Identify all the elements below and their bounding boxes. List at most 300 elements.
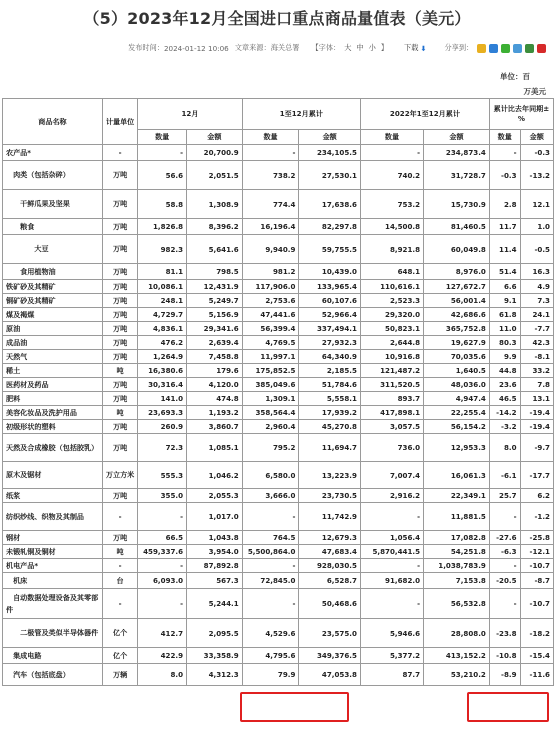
table-row: [3, 392, 554, 406]
table-row: [3, 350, 554, 364]
row-value: 774.4: [242, 190, 299, 219]
row-value: 1,264.9: [138, 350, 187, 364]
row-value: 7,007.4: [360, 462, 423, 489]
row-value: 412.7: [138, 619, 187, 648]
row-unit: 吨: [102, 545, 137, 559]
row-value: 1,085.1: [187, 434, 243, 462]
row-name: 二极管及类似半导体器件: [3, 619, 103, 648]
row-value: 175,852.5: [242, 364, 299, 378]
row-unit: 吨: [102, 406, 137, 420]
font-large-link[interactable]: 大: [344, 43, 352, 52]
row-value: 141.0: [138, 392, 187, 406]
header-amt: 金额: [187, 130, 243, 145]
row-value: 56,154.2: [424, 420, 490, 434]
row-name: 自动数据处理设备及其零部件: [3, 589, 103, 619]
row-value: -19.4: [520, 406, 553, 420]
row-value: 16,196.4: [242, 219, 299, 235]
publish-label: 发布时间：: [128, 43, 164, 52]
row-value: 2,523.3: [360, 294, 423, 308]
row-value: 8,921.8: [360, 235, 423, 264]
row-value: -18.2: [520, 619, 553, 648]
row-name: 天然气: [3, 350, 103, 364]
row-value: -15.4: [520, 648, 553, 664]
row-value: 3,954.0: [187, 545, 243, 559]
row-value: 365,752.8: [424, 322, 490, 336]
row-value: 47,053.8: [299, 664, 361, 686]
row-value: 23,730.5: [299, 489, 361, 503]
row-unit: 亿个: [102, 648, 137, 664]
row-name: 集成电路: [3, 648, 103, 664]
row-value: 1,309.1: [242, 392, 299, 406]
row-value: 2,753.6: [242, 294, 299, 308]
row-value: 16,061.3: [424, 462, 490, 489]
row-value: 2,051.5: [187, 161, 243, 190]
table-row: [3, 145, 554, 161]
row-value: 4,769.5: [242, 336, 299, 350]
row-value: 33.2: [520, 364, 553, 378]
row-value: 1,038,783.9: [424, 559, 490, 573]
header-amt: 金额: [424, 130, 490, 145]
row-value: 70,035.6: [424, 350, 490, 364]
table-row: [3, 559, 554, 573]
row-value: 16,380.6: [138, 364, 187, 378]
row-value: -14.2: [489, 406, 520, 420]
row-value: -17.7: [520, 462, 553, 489]
share-label: 分享到：: [444, 43, 474, 52]
row-name: 天然及合成橡胶（包括胶乳）: [3, 434, 103, 462]
row-value: 8,396.2: [187, 219, 243, 235]
row-name: 铜矿砂及其精矿: [3, 294, 103, 308]
header-yoy: 累计比去年同期±%: [489, 99, 553, 130]
row-value: -: [242, 589, 299, 619]
row-value: -11.6: [520, 664, 553, 686]
row-value: 4,312.3: [187, 664, 243, 686]
row-value: 5,249.7: [187, 294, 243, 308]
row-value: 5,641.6: [187, 235, 243, 264]
row-value: 1.0: [520, 219, 553, 235]
publish-time: 2024-01-12 10:06: [163, 43, 229, 53]
table-row: [3, 434, 554, 462]
row-value: -0.3: [520, 145, 553, 161]
table-row: [3, 573, 554, 589]
font-size-close: 】: [380, 43, 389, 52]
row-unit: 万吨: [102, 336, 137, 350]
row-value: 53,210.2: [424, 664, 490, 686]
row-value: 2.8: [489, 190, 520, 219]
table-row: [3, 589, 554, 619]
row-value: 72,845.0: [242, 573, 299, 589]
row-value: -: [242, 145, 299, 161]
row-value: 234,105.5: [299, 145, 361, 161]
row-value: -27.6: [489, 531, 520, 545]
row-value: -23.8: [489, 619, 520, 648]
row-value: 2,960.4: [242, 420, 299, 434]
row-value: 133,965.4: [299, 280, 361, 294]
row-value: 4,529.6: [242, 619, 299, 648]
row-value: 24.1: [520, 308, 553, 322]
row-value: 121,487.2: [360, 364, 423, 378]
row-value: 11.0: [489, 322, 520, 336]
row-value: -8.7: [520, 573, 553, 589]
row-value: 17,939.2: [299, 406, 361, 420]
row-value: 61.8: [489, 308, 520, 322]
table-body: [3, 145, 554, 686]
unit-note: [500, 69, 552, 99]
row-value: 64,340.9: [299, 350, 361, 364]
row-value: 9.9: [489, 350, 520, 364]
row-value: 58.8: [138, 190, 187, 219]
row-value: -: [138, 145, 187, 161]
table-row: [3, 264, 554, 280]
row-value: 4,795.6: [242, 648, 299, 664]
row-value: 5,870,441.5: [360, 545, 423, 559]
row-value: 10,916.8: [360, 350, 423, 364]
row-value: 555.3: [138, 462, 187, 489]
row-value: 12,679.3: [299, 531, 361, 545]
row-value: 87.7: [360, 664, 423, 686]
row-value: 5,156.9: [187, 308, 243, 322]
row-value: -: [360, 145, 423, 161]
row-value: -: [138, 559, 187, 573]
row-unit: -: [102, 503, 137, 531]
row-value: 1,056.4: [360, 531, 423, 545]
row-value: 50,823.1: [360, 322, 423, 336]
row-value: 337,494.1: [299, 322, 361, 336]
row-value: 14,500.8: [360, 219, 423, 235]
row-name: 未锻轧铜及铜材: [3, 545, 103, 559]
row-value: 17,082.8: [424, 531, 490, 545]
table-row: [3, 503, 554, 531]
row-value: 42,686.6: [424, 308, 490, 322]
row-value: 7,458.8: [187, 350, 243, 364]
row-unit: -: [102, 145, 137, 161]
header-month: 12月: [138, 99, 242, 130]
row-value: -0.5: [520, 235, 553, 264]
row-value: 3,666.0: [242, 489, 299, 503]
row-value: 764.5: [242, 531, 299, 545]
row-value: -3.2: [489, 420, 520, 434]
row-value: -20.5: [489, 573, 520, 589]
row-value: -: [360, 559, 423, 573]
row-value: 1,640.5: [424, 364, 490, 378]
row-value: 248.1: [138, 294, 187, 308]
row-value: 23,575.0: [299, 619, 361, 648]
table-row: [3, 545, 554, 559]
row-name: 食用植物油: [3, 264, 103, 280]
row-value: 33,358.9: [187, 648, 243, 664]
row-value: -: [489, 559, 520, 573]
row-name: 干鲜瓜果及坚果: [3, 190, 103, 219]
row-value: 474.8: [187, 392, 243, 406]
source-label: 文章来源：: [234, 43, 271, 52]
row-value: 19,627.9: [424, 336, 490, 350]
row-value: 44.8: [489, 364, 520, 378]
table-row: [3, 294, 554, 308]
header-prev-cumulative: 2022年1至12月累计: [360, 99, 489, 130]
row-value: 11.7: [489, 219, 520, 235]
row-value: 981.2: [242, 264, 299, 280]
row-value: 1,043.8: [187, 531, 243, 545]
row-value: 46.5: [489, 392, 520, 406]
row-value: 9.1: [489, 294, 520, 308]
row-value: 795.2: [242, 434, 299, 462]
row-value: 11,997.1: [242, 350, 299, 364]
row-value: -1.2: [520, 503, 553, 531]
row-value: -: [242, 559, 299, 573]
header-qty: 数量: [489, 130, 520, 145]
header-amt: 金额: [520, 130, 553, 145]
download-link[interactable]: 下载: [404, 43, 419, 52]
share-icons: [477, 44, 546, 53]
row-value: 6,580.0: [242, 462, 299, 489]
table-row: [3, 664, 554, 686]
row-value: 2,185.5: [299, 364, 361, 378]
table-row: [3, 161, 554, 190]
row-value: 82,297.8: [299, 219, 361, 235]
row-value: 5,244.1: [187, 589, 243, 619]
row-unit: 万吨: [102, 350, 137, 364]
row-unit: 万吨: [102, 219, 137, 235]
row-name: 医药材及药品: [3, 378, 103, 392]
row-value: 47,683.4: [299, 545, 361, 559]
row-value: 51.4: [489, 264, 520, 280]
row-unit: 万吨: [102, 264, 137, 280]
row-value: 3,057.5: [360, 420, 423, 434]
row-value: 79.9: [242, 664, 299, 686]
row-unit: 万吨: [102, 531, 137, 545]
row-value: 22,255.4: [424, 406, 490, 420]
row-value: 30,316.4: [138, 378, 187, 392]
row-value: 736.0: [360, 434, 423, 462]
row-value: 56.6: [138, 161, 187, 190]
row-value: 23.6: [489, 378, 520, 392]
table-row: [3, 308, 554, 322]
row-name: 成品油: [3, 336, 103, 350]
row-value: 740.2: [360, 161, 423, 190]
font-small-link[interactable]: 小: [368, 43, 376, 52]
share-wechat-icon[interactable]: [501, 44, 510, 53]
row-value: 29,341.6: [187, 322, 243, 336]
row-value: 893.7: [360, 392, 423, 406]
row-value: 982.3: [138, 235, 187, 264]
row-value: 179.6: [187, 364, 243, 378]
table-row: [3, 489, 554, 503]
row-value: 87,892.8: [187, 559, 243, 573]
table-row: [3, 420, 554, 434]
row-value: 358,564.4: [242, 406, 299, 420]
share-moments-icon[interactable]: [513, 44, 522, 53]
header-qty: 数量: [138, 130, 187, 145]
row-value: 13.1: [520, 392, 553, 406]
row-value: 81.1: [138, 264, 187, 280]
row-value: 349,376.5: [299, 648, 361, 664]
row-unit: 万吨: [102, 489, 137, 503]
row-value: 5,946.6: [360, 619, 423, 648]
row-value: 59,755.5: [299, 235, 361, 264]
row-name: 钢材: [3, 531, 103, 545]
share-tencent-icon[interactable]: [489, 44, 498, 53]
row-value: 56,001.4: [424, 294, 490, 308]
row-value: 13,223.9: [299, 462, 361, 489]
row-value: -8.9: [489, 664, 520, 686]
row-name: 肉类（包括杂碎）: [3, 161, 103, 190]
import-goods-table: [2, 98, 554, 686]
row-value: 459,337.6: [138, 545, 187, 559]
header-cumulative: 1至12月累计: [242, 99, 360, 130]
row-value: 8.0: [138, 664, 187, 686]
row-value: 11,881.5: [424, 503, 490, 531]
row-name: 汽车（包括底盘）: [3, 664, 103, 686]
row-value: 234,873.4: [424, 145, 490, 161]
row-value: 60,107.6: [299, 294, 361, 308]
row-value: 20,700.9: [187, 145, 243, 161]
row-value: 4,120.0: [187, 378, 243, 392]
row-value: 12,431.9: [187, 280, 243, 294]
row-unit: 万吨: [102, 308, 137, 322]
row-value: 66.5: [138, 531, 187, 545]
table-wrapper: [2, 98, 554, 686]
row-value: 51,784.6: [299, 378, 361, 392]
row-value: 355.0: [138, 489, 187, 503]
header-amt: 金额: [299, 130, 361, 145]
row-value: 6,093.0: [138, 573, 187, 589]
row-value: -: [242, 503, 299, 531]
row-value: 753.2: [360, 190, 423, 219]
row-value: -: [489, 145, 520, 161]
row-value: -9.7: [520, 434, 553, 462]
row-value: 25.7: [489, 489, 520, 503]
row-value: 11,694.7: [299, 434, 361, 462]
row-value: 28,808.0: [424, 619, 490, 648]
row-name: 肥料: [3, 392, 103, 406]
row-value: -: [138, 589, 187, 619]
row-value: 4.9: [520, 280, 553, 294]
header-name: 商品名称: [3, 99, 103, 145]
row-value: 29,320.0: [360, 308, 423, 322]
table-row: [3, 190, 554, 219]
row-unit: 亿个: [102, 619, 137, 648]
row-value: 1,193.2: [187, 406, 243, 420]
table-row: [3, 619, 554, 648]
row-value: 1,308.9: [187, 190, 243, 219]
row-value: 2,916.2: [360, 489, 423, 503]
table-row: [3, 648, 554, 664]
row-value: 6,528.7: [299, 573, 361, 589]
row-value: 10,086.1: [138, 280, 187, 294]
row-value: 10,439.0: [299, 264, 361, 280]
row-name: 稀土: [3, 364, 103, 378]
row-value: 4,729.7: [138, 308, 187, 322]
row-unit: 万吨: [102, 378, 137, 392]
row-value: 48,036.0: [424, 378, 490, 392]
row-value: 15,730.9: [424, 190, 490, 219]
row-name: 初级形状的塑料: [3, 420, 103, 434]
header-unit: 计量单位: [102, 99, 137, 145]
row-unit: 万吨: [102, 392, 137, 406]
row-value: 52,966.4: [299, 308, 361, 322]
row-name: 美容化妆品及洗护用品: [3, 406, 103, 420]
font-medium-link[interactable]: 中: [356, 43, 364, 52]
row-value: 80.3: [489, 336, 520, 350]
row-value: 27,932.3: [299, 336, 361, 350]
share-weibo-icon[interactable]: [537, 44, 546, 53]
unit-note-line: 单位：百: [500, 72, 530, 81]
row-value: 17,638.6: [299, 190, 361, 219]
row-unit: 万吨: [102, 161, 137, 190]
row-value: -8.1: [520, 350, 553, 364]
row-name: 纸浆: [3, 489, 103, 503]
row-value: 11,742.9: [299, 503, 361, 531]
row-value: 422.9: [138, 648, 187, 664]
row-value: -25.8: [520, 531, 553, 545]
table-row: [3, 406, 554, 420]
row-value: -: [360, 503, 423, 531]
row-value: -0.3: [489, 161, 520, 190]
row-unit: -: [102, 589, 137, 619]
row-value: 3,860.7: [187, 420, 243, 434]
row-name: 粮食: [3, 219, 103, 235]
row-name: 原油: [3, 322, 103, 336]
row-value: -13.2: [520, 161, 553, 190]
highlight-box-cumulative: [240, 692, 349, 722]
header-qty: 数量: [242, 130, 299, 145]
row-value: 47,441.6: [242, 308, 299, 322]
table-row: [3, 280, 554, 294]
row-value: 110,616.1: [360, 280, 423, 294]
row-value: 417,898.1: [360, 406, 423, 420]
row-value: 2,095.5: [187, 619, 243, 648]
download-icon[interactable]: ⬇: [420, 43, 427, 53]
row-value: -: [489, 503, 520, 531]
row-value: 5,558.1: [299, 392, 361, 406]
share-douban-icon[interactable]: [525, 44, 534, 53]
row-value: 12.1: [520, 190, 553, 219]
row-value: 5,377.2: [360, 648, 423, 664]
row-value: -: [138, 503, 187, 531]
share-qzone-icon[interactable]: [477, 44, 486, 53]
row-value: 6.6: [489, 280, 520, 294]
article-meta: [128, 40, 548, 56]
row-value: 928,030.5: [299, 559, 361, 573]
row-value: 16.3: [520, 264, 553, 280]
row-value: 1,826.8: [138, 219, 187, 235]
row-value: 1,046.2: [187, 462, 243, 489]
row-value: 8,976.0: [424, 264, 490, 280]
row-unit: 万吨: [102, 322, 137, 336]
row-name: 机床: [3, 573, 103, 589]
row-value: 8.0: [489, 434, 520, 462]
row-value: 56,399.4: [242, 322, 299, 336]
row-name: 农产品*: [3, 145, 103, 161]
table-row: [3, 235, 554, 264]
row-value: 5,500,864.0: [242, 545, 299, 559]
row-unit: 万吨: [102, 434, 137, 462]
row-value: -6.1: [489, 462, 520, 489]
table-row: [3, 322, 554, 336]
row-value: 413,152.2: [424, 648, 490, 664]
row-name: 机电产品*: [3, 559, 103, 573]
row-unit: 万辆: [102, 664, 137, 686]
row-value: 260.9: [138, 420, 187, 434]
page-title: （5）2023年12月全国进口重点商品量值表（美元）: [83, 9, 471, 28]
row-value: 567.3: [187, 573, 243, 589]
header-qty: 数量: [360, 130, 423, 145]
row-name: 煤及褐煤: [3, 308, 103, 322]
row-value: 117,906.0: [242, 280, 299, 294]
table-row: [3, 531, 554, 545]
row-unit: -: [102, 559, 137, 573]
row-unit: 万吨: [102, 235, 137, 264]
